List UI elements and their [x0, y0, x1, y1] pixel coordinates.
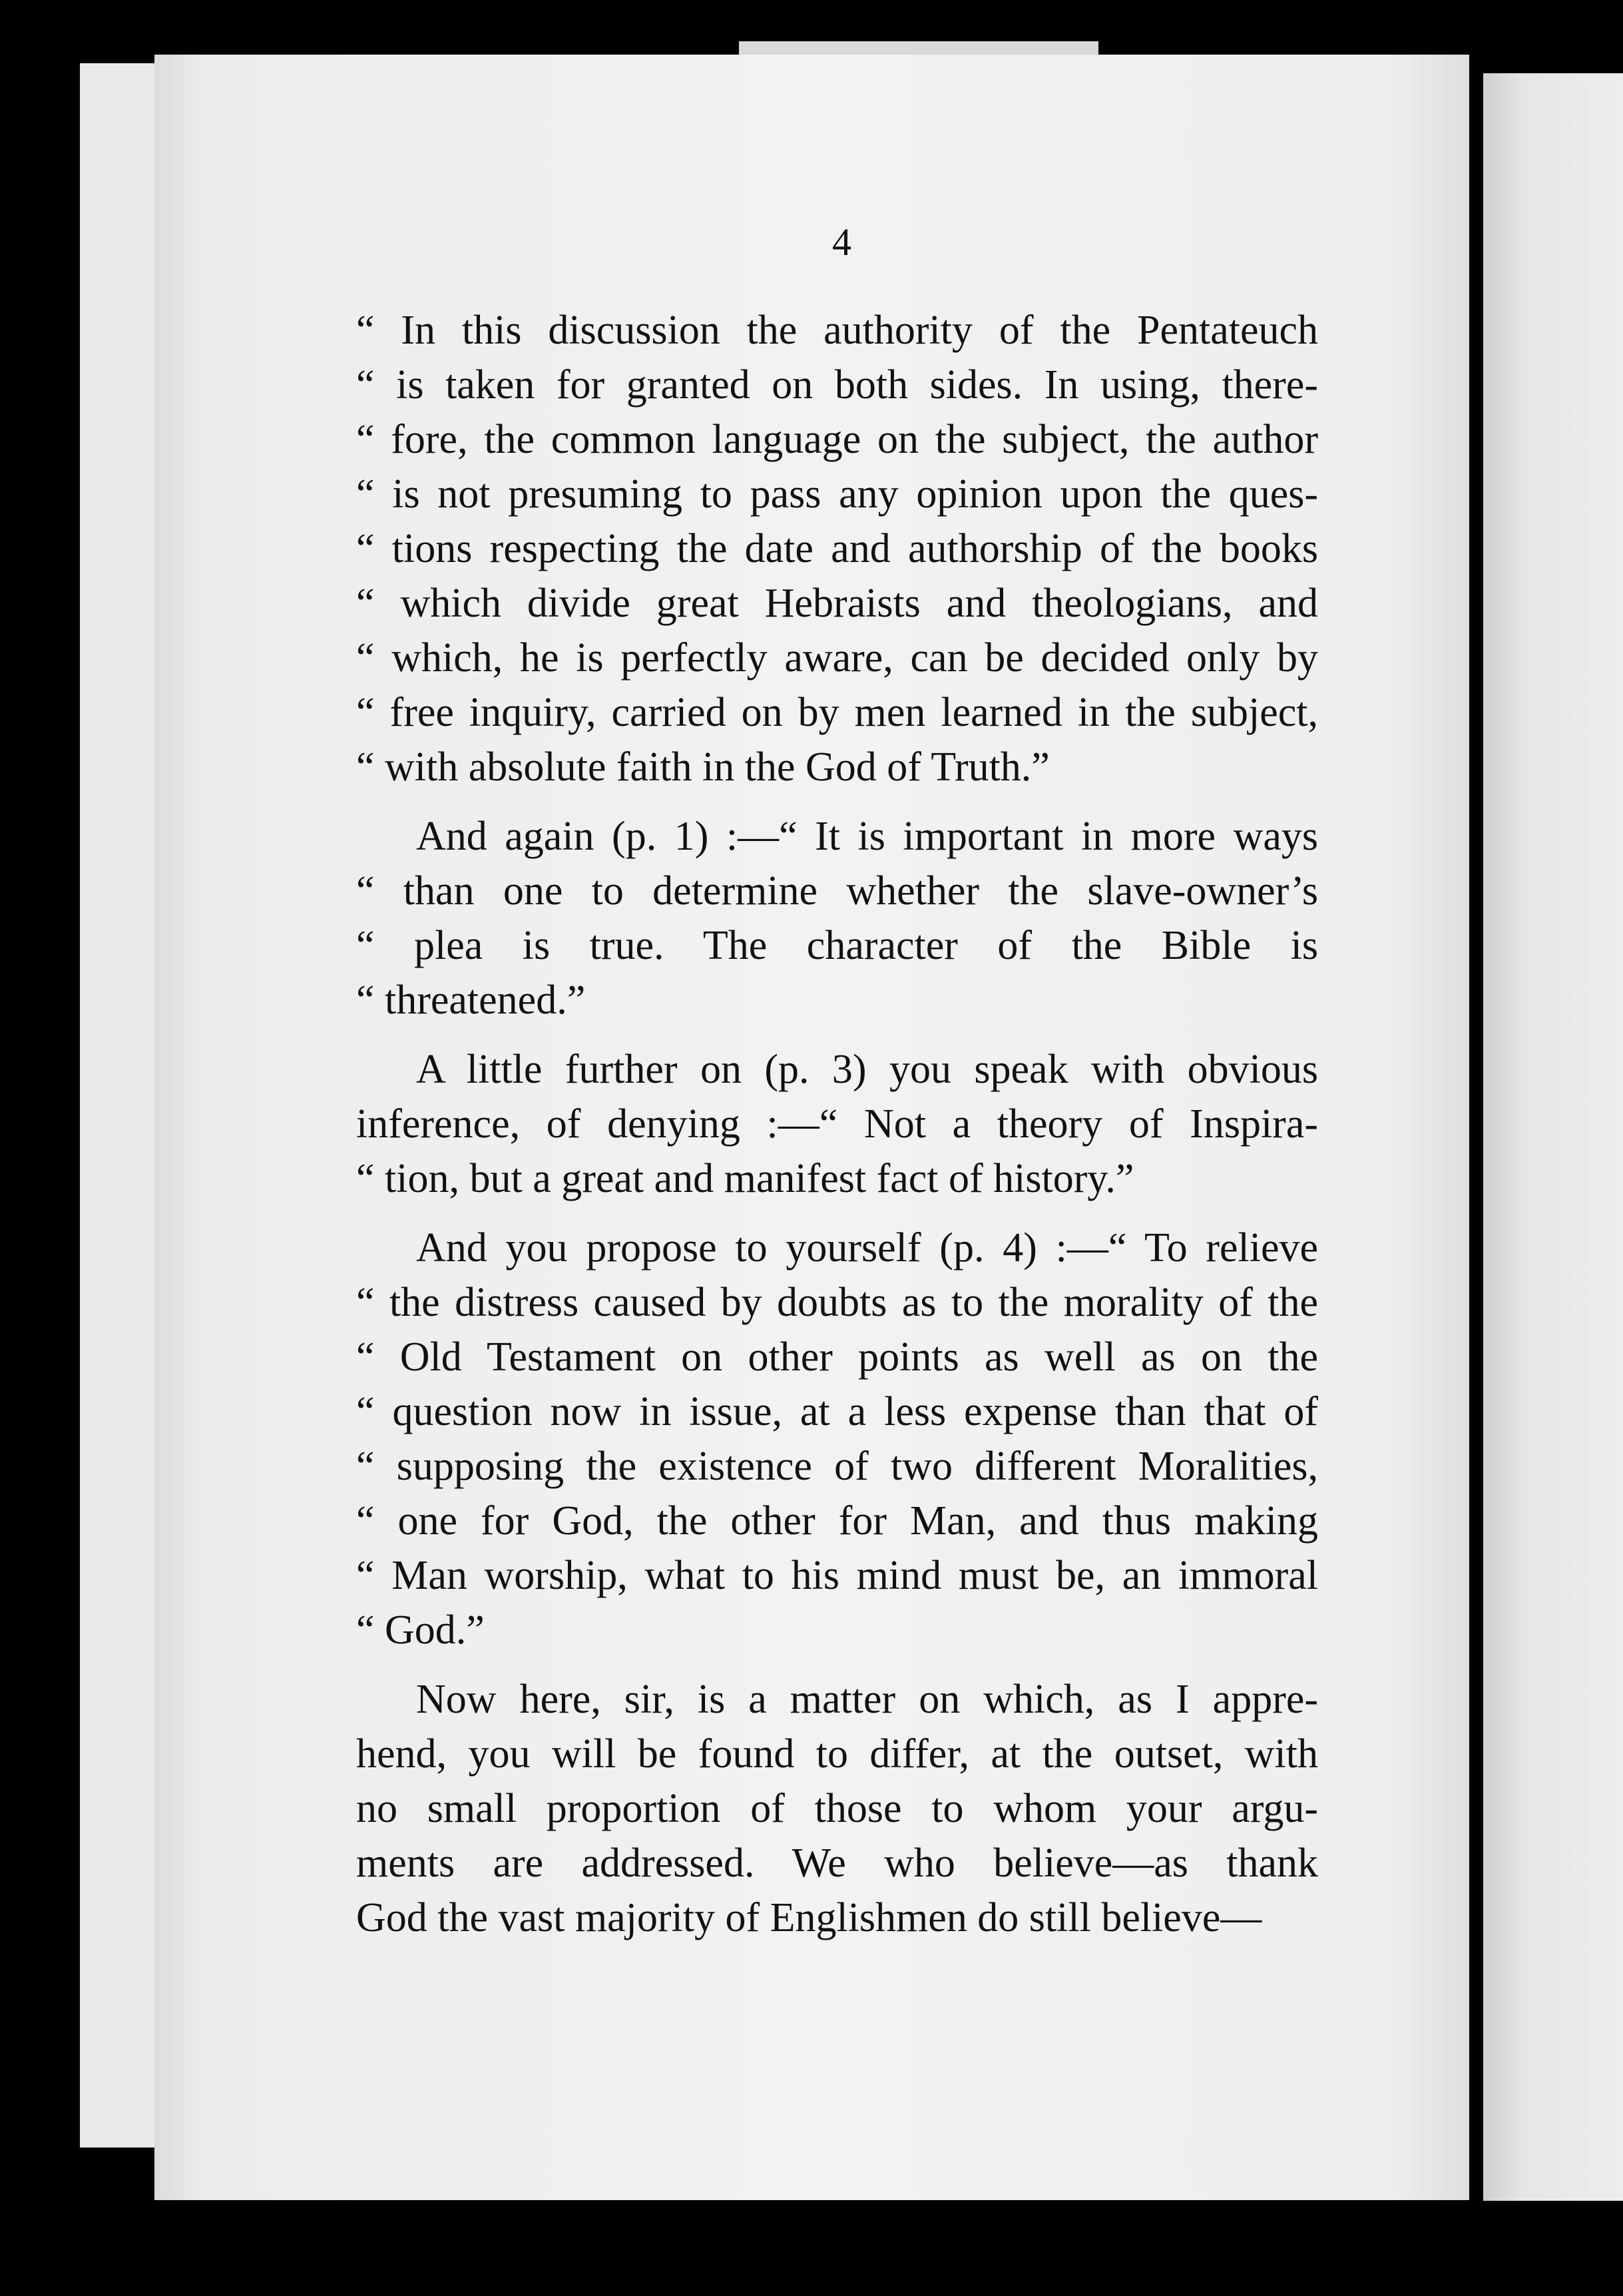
text-line: “ Old Testament on other points as well as on the	[356, 1334, 1318, 1380]
text-line: A little further on (p. 3) you speak with obvious	[416, 1047, 1318, 1092]
text-line: ments are addressed. We who believe—as thank	[356, 1841, 1318, 1886]
text-line: “ which divide great Hebraists and theologians, and	[356, 581, 1318, 626]
text-line: “ which, he is perfectly aware, can be decided only by	[356, 635, 1318, 681]
text-line: “ one for God, the other for Man, and thus making	[356, 1498, 1318, 1544]
text-line: “ In this discussion the authority of the Pentateuch	[356, 308, 1318, 353]
text-line: “ supposing the existence of two different Moralities,	[356, 1444, 1318, 1489]
page-number: 4	[832, 220, 851, 264]
underlying-page-edge	[80, 63, 160, 2148]
text-line: “ threatened.”	[356, 978, 586, 1023]
text-line: God the vast majority of Englishmen do still believe—	[356, 1895, 1262, 1940]
text-line: And again (p. 1) :—“ It is important in more ways	[416, 814, 1318, 859]
text-line: “ free inquiry, carried on by men learned in the subject,	[356, 690, 1318, 735]
text-line: “ is taken for granted on both sides. In using, there-	[356, 362, 1318, 408]
text-line: “ is not presuming to pass any opinion upon the ques-	[356, 471, 1318, 517]
text-line: “ question now in issue, at a less expense than that of	[356, 1389, 1318, 1434]
text-line: no small proportion of those to whom your argu-	[356, 1786, 1318, 1831]
text-line: “ tion, but a great and manifest fact of history.”	[356, 1156, 1134, 1201]
text-line: “ God.”	[356, 1607, 485, 1653]
facing-page-edge	[1483, 73, 1623, 2201]
text-line: And you propose to yourself (p. 4) :—“ To relieve	[416, 1225, 1318, 1271]
text-line: “ fore, the common language on the subject, the author	[356, 417, 1318, 462]
page-text	[356, 303, 1318, 1945]
text-line: “ than one to determine whether the slave-owner’s	[356, 868, 1318, 914]
text-line: Now here, sir, is a matter on which, as I appre-	[416, 1677, 1318, 1722]
text-line: “ with absolute faith in the God of Truth.”	[356, 744, 1050, 790]
text-line: hend, you will be found to differ, at the outset, with	[356, 1731, 1318, 1777]
text-line: “ the distress caused by doubts as to the morality of the	[356, 1280, 1318, 1325]
text-line: “ Man worship, what to his mind must be, an immoral	[356, 1553, 1318, 1598]
text-line: “ plea is true. The character of the Bible is	[356, 923, 1318, 968]
text-line: “ tions respecting the date and authorship of the books	[356, 526, 1318, 571]
text-line: inference, of denying :—“ Not a theory of Inspira-	[356, 1101, 1318, 1147]
